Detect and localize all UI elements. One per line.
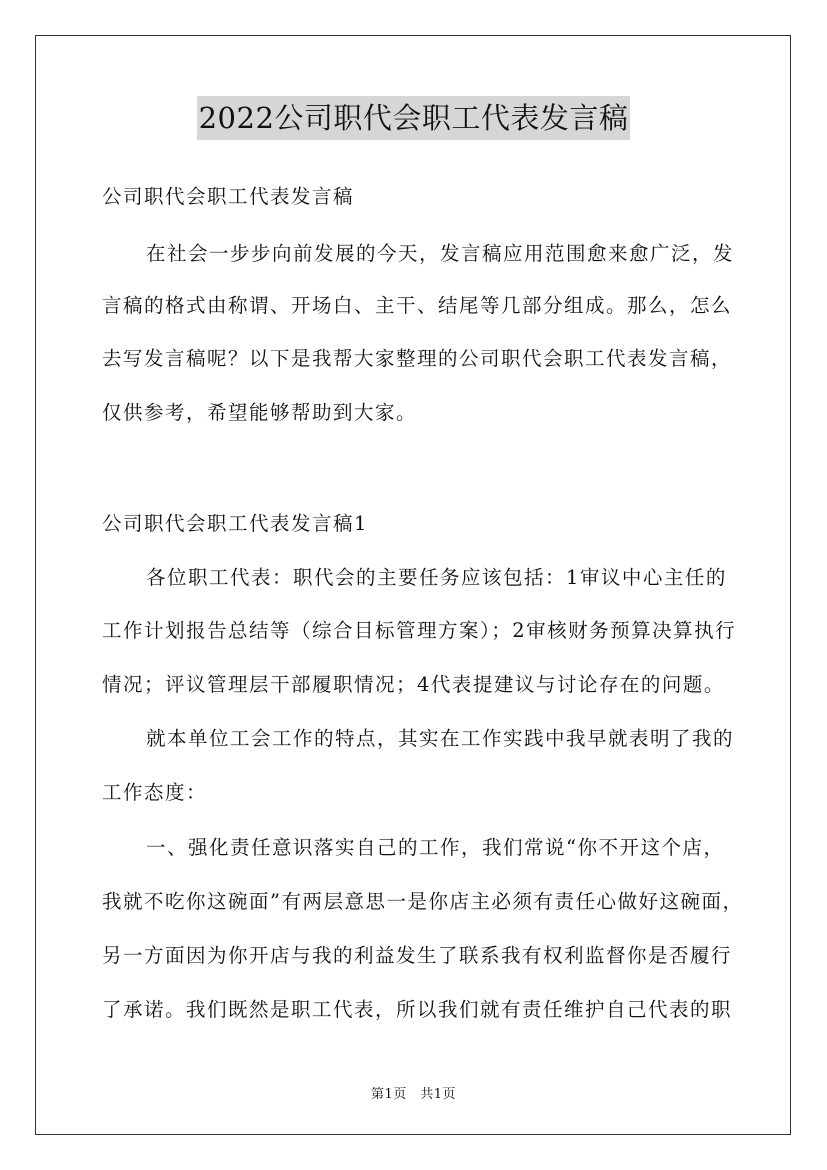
paragraph-line: 工作计划报告总结等（综合目标管理方案）；2审核财务预算决算执行 bbox=[102, 619, 737, 642]
intro-line: 言稿的格式由称谓、开场白、主干、结尾等几部分组成。那么，怎么 bbox=[102, 294, 733, 317]
intro-line: 在社会一步步向前发展的今天，发言稿应用范围愈来愈广泛，发 bbox=[146, 242, 735, 265]
document-subtitle: 公司职代会职工代表发言稿 bbox=[102, 185, 355, 208]
title-container bbox=[0, 96, 827, 140]
intro-line: 去写发言稿呢？以下是我帮大家整理的公司职代会职工代表发言稿， bbox=[102, 347, 733, 370]
paragraph-line: 就本单位工会工作的特点，其实在工作实践中我早就表明了我的 bbox=[146, 727, 735, 750]
paragraph-line: 情况；评议管理层干部履职情况；4代表提建议与讨论存在的问题。 bbox=[102, 673, 725, 696]
paragraph-line: 了承诺。我们既然是职工代表，所以我们就有责任维护自己代表的职 bbox=[102, 998, 733, 1021]
paragraph-line: 工作态度： bbox=[102, 781, 208, 804]
document-title: 2022公司职代会职工代表发言稿 bbox=[197, 96, 631, 140]
paragraph-line: 各位职工代表：职代会的主要任务应该包括：1审议中心主任的 bbox=[146, 566, 727, 589]
page-number: 第1页 共1页 bbox=[370, 1087, 457, 1102]
paragraph-line: 另一方面因为你开店与我的利益发生了联系我有权利监督你是否履行 bbox=[102, 944, 733, 967]
section-heading: 公司职代会职工代表发言稿1 bbox=[102, 512, 368, 535]
paragraph-line: 我就不吃你这碗面”有两层意思一是你店主必须有责任心做好这碗面， bbox=[102, 890, 744, 913]
paragraph-line: 一、强化责任意识落实自己的工作，我们常说“你不开这个店， bbox=[146, 836, 725, 859]
intro-line: 仅供参考，希望能够帮助到大家。 bbox=[102, 401, 418, 424]
